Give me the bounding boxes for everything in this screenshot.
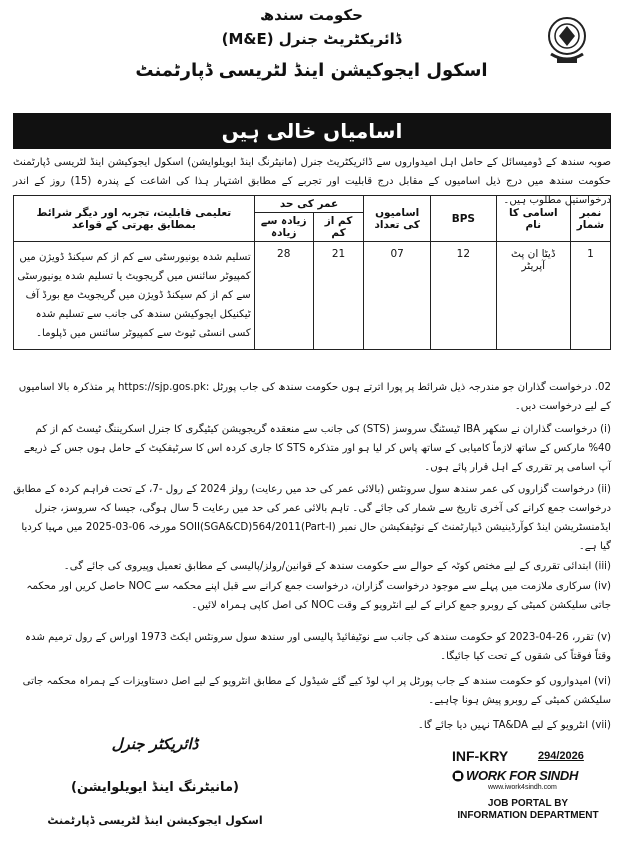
condition-ii: (ii) درخواست گزاروں کی عمر سندھ سول سرونٹس (بالائی عمر کی حد میں رعایت) رولز 2024 کے رول -7، کے تحت فراہم کردہ کے مطابق درخواست جمع کرانے کی آخری تاریخ سے شمار کی جائے گی۔ تاہم بالائی عمر کی حد میں رعایت 5 سال ہوگی، جیسا کہ سروسز، جنرل ایڈمنسٹریشن اینڈ کوآرڈینیشن ڈیپارٹمنٹ کے نوٹیفکیشن حال نمبر SOII(SGA&CD)564/2011(Part-I) مورخہ 06-03-2025 میں مہیا کردیا گیا ہے۔: [13, 484, 611, 552]
intro-paragraph: صوبہ سندھ کے ڈومیسائل کے حامل اہل امیدواروں سے ڈائریکٹریٹ جنرل (مانیٹرنگ اینڈ ایویلوایشن) اسکول ایجوکیشن اینڈ لٹریسی ڈپارٹمنٹ حکومت سندھ میں درج ذیل اسامیوں کے مقابل درج قابلیت اور تجربے کے مطابق اشتہار ہذا کی اشاعت کے پندرہ (15) روز کے اندر درخواستیں مطلوب ہیں۔: [13, 157, 611, 206]
work-for-sindh-icon: [452, 770, 464, 782]
condition-iii: (iii) ابتدائی تقرری کے لیے مختص کوٹہ کے حوالے سے حکومت سندھ کے قوانین/رولز/پالیسی کے مطابق تعمیل وپیروی کی جائے گی۔: [63, 561, 611, 572]
job-portal-line-1: JOB PORTAL BY: [487, 798, 569, 809]
age-max-cell: 28: [254, 242, 313, 350]
age-min-header: کم از کم: [313, 213, 364, 242]
vacancies-banner: اسامیاں خالی ہیں: [13, 113, 611, 149]
ad-code: INF-KRY: [452, 748, 509, 764]
government-heading: حکومت سندھ: [260, 6, 363, 24]
qualification-cell: تسلیم شدہ یونیورسٹی سے کم از کم سیکنڈ ڈویژن میں کمپیوٹر سائنس میں گریجویٹ یا تسلیم شدہ یونیورسٹی سے کم از کم سیکنڈ ڈویژن میں گریجویٹ مع بورڈ آف ٹیکنیکل ایجوکیشن سندھ کی جانب سے تسلیم شدہ کسی انسٹی ٹیوٹ سے کمپیوٹر سائنس میں ڈپلوما۔: [14, 242, 255, 350]
qualification-header: تعلیمی قابلیت، تجربہ اور دیگر شرائط بمطابق بھرتی کے قواعد: [14, 196, 255, 242]
department-heading: اسکول ایجوکیشن اینڈ لٹریسی ڈپارٹمنٹ: [135, 60, 488, 81]
ad-number: 294/2026: [538, 750, 584, 762]
condition-v: (v) تقرر، 26-04-2023 کو حکومت سندھ کی جانب سے نوٹیفائیڈ پالیسی اور سندھ سول سرونٹس ایکٹ 1973 اوراس کے رول ترمیم شدہ وقتاً فوقتاً کی شقوں کے تحت کیا جائیگا۔: [25, 632, 611, 662]
para-02: [13, 378, 611, 416]
age-min-cell: 21: [313, 242, 364, 350]
bps-cell: 12: [431, 242, 497, 350]
job-portal-line-2: INFORMATION DEPARTMENT: [457, 810, 599, 821]
condition-vi: (vi) امیدواروں کو حکومت سندھ کے جاب پورٹل پر اپ لوڈ کیے گئے شیڈول کے مطابق انٹرویو کے لیے اصل دستاویزات کے ہمراہ محکمہ جاتی سلیکشن کمیٹی کے روبرو پیش ہونا چاہیے۔: [22, 676, 611, 706]
serial-header: نمبر شمار: [570, 196, 610, 242]
count-header: اسامیوں کی تعداد: [364, 196, 431, 242]
ad-stamp: [452, 748, 604, 840]
job-portal-link[interactable]: https://sjp.gos.pk:: [117, 382, 210, 393]
work-for-sindh-brand: WORK FOR SINDH: [466, 768, 579, 783]
condition-vii: (vii) انٹرویو کے لیے TA&DA نہیں دیا جائے گا۔: [417, 720, 611, 731]
vacancies-table: [13, 195, 611, 350]
work-for-sindh-url: www.iwork4sindh.com: [488, 784, 557, 791]
age-max-header: زیادہ سے زیادہ: [254, 213, 313, 242]
signature-title: ڈائریکٹر جنرل: [111, 735, 199, 753]
serial-cell: 1: [570, 242, 610, 350]
count-cell: 07: [364, 242, 431, 350]
condition-i: (i) درخواست گذاران نے سکھر IBA ٹیسٹنگ سروسز (STS) کی جانب سے منعقدہ گریجویشن کیٹیگری کا جنرل اسکریننگ ٹیسٹ کم از کم 40% مارکس کے ساتھ لازماً کامیابی کے ساتھ پاس کر لیا ہو اور متذکرہ STS کا جاری کردہ اس کا سرٹیفکیٹ کے حامل ہوں جس کے ذریعے آپ اسامی پر تقرری کے اہل قرار پائے ہوں۔: [23, 424, 611, 473]
para-02-text-a: درخواست گذاران جو مندرجہ ذیل شرائط پر پورا اترتے ہوں حکومت سندھ کی جاب پورٹل: [212, 382, 592, 393]
age-limit-header: عمر کی حد: [254, 196, 364, 213]
sindh-government-emblem-icon: [545, 14, 589, 66]
directorate-heading: ڈائریکٹریٹ جنرل (M&E): [221, 30, 402, 48]
table-row: [14, 242, 611, 350]
bps-header: BPS: [431, 196, 497, 242]
post-header: اسامی کا نام: [496, 196, 570, 242]
signature-subtitle: (مانیٹرنگ اینڈ ایویلوایشن): [71, 780, 239, 795]
para-02-text-b: پر متذکرہ بالا اسامیوں کے لیے درخواست دیں۔: [18, 382, 611, 412]
condition-iv: (iv) سرکاری ملازمت میں پہلے سے موجود درخواست گزاران، درخواست جمع کرانے سے قبل اپنے محکمہ سے NOC حاصل کریں اور محکمہ جاتی سلیکشن کمیٹی کے روبرو جمع کرانے کے لیے انٹرویو کے وقت NOC کی اصل کاپی ہمراہ لائیں۔: [26, 581, 611, 611]
post-cell: ڈیٹا ان پٹ آپریٹر: [496, 242, 570, 350]
para-02-number: 02.: [594, 382, 611, 393]
signature-department: اسکول ایجوکیشن اینڈ لٹریسی ڈپارٹمنٹ: [47, 814, 263, 827]
